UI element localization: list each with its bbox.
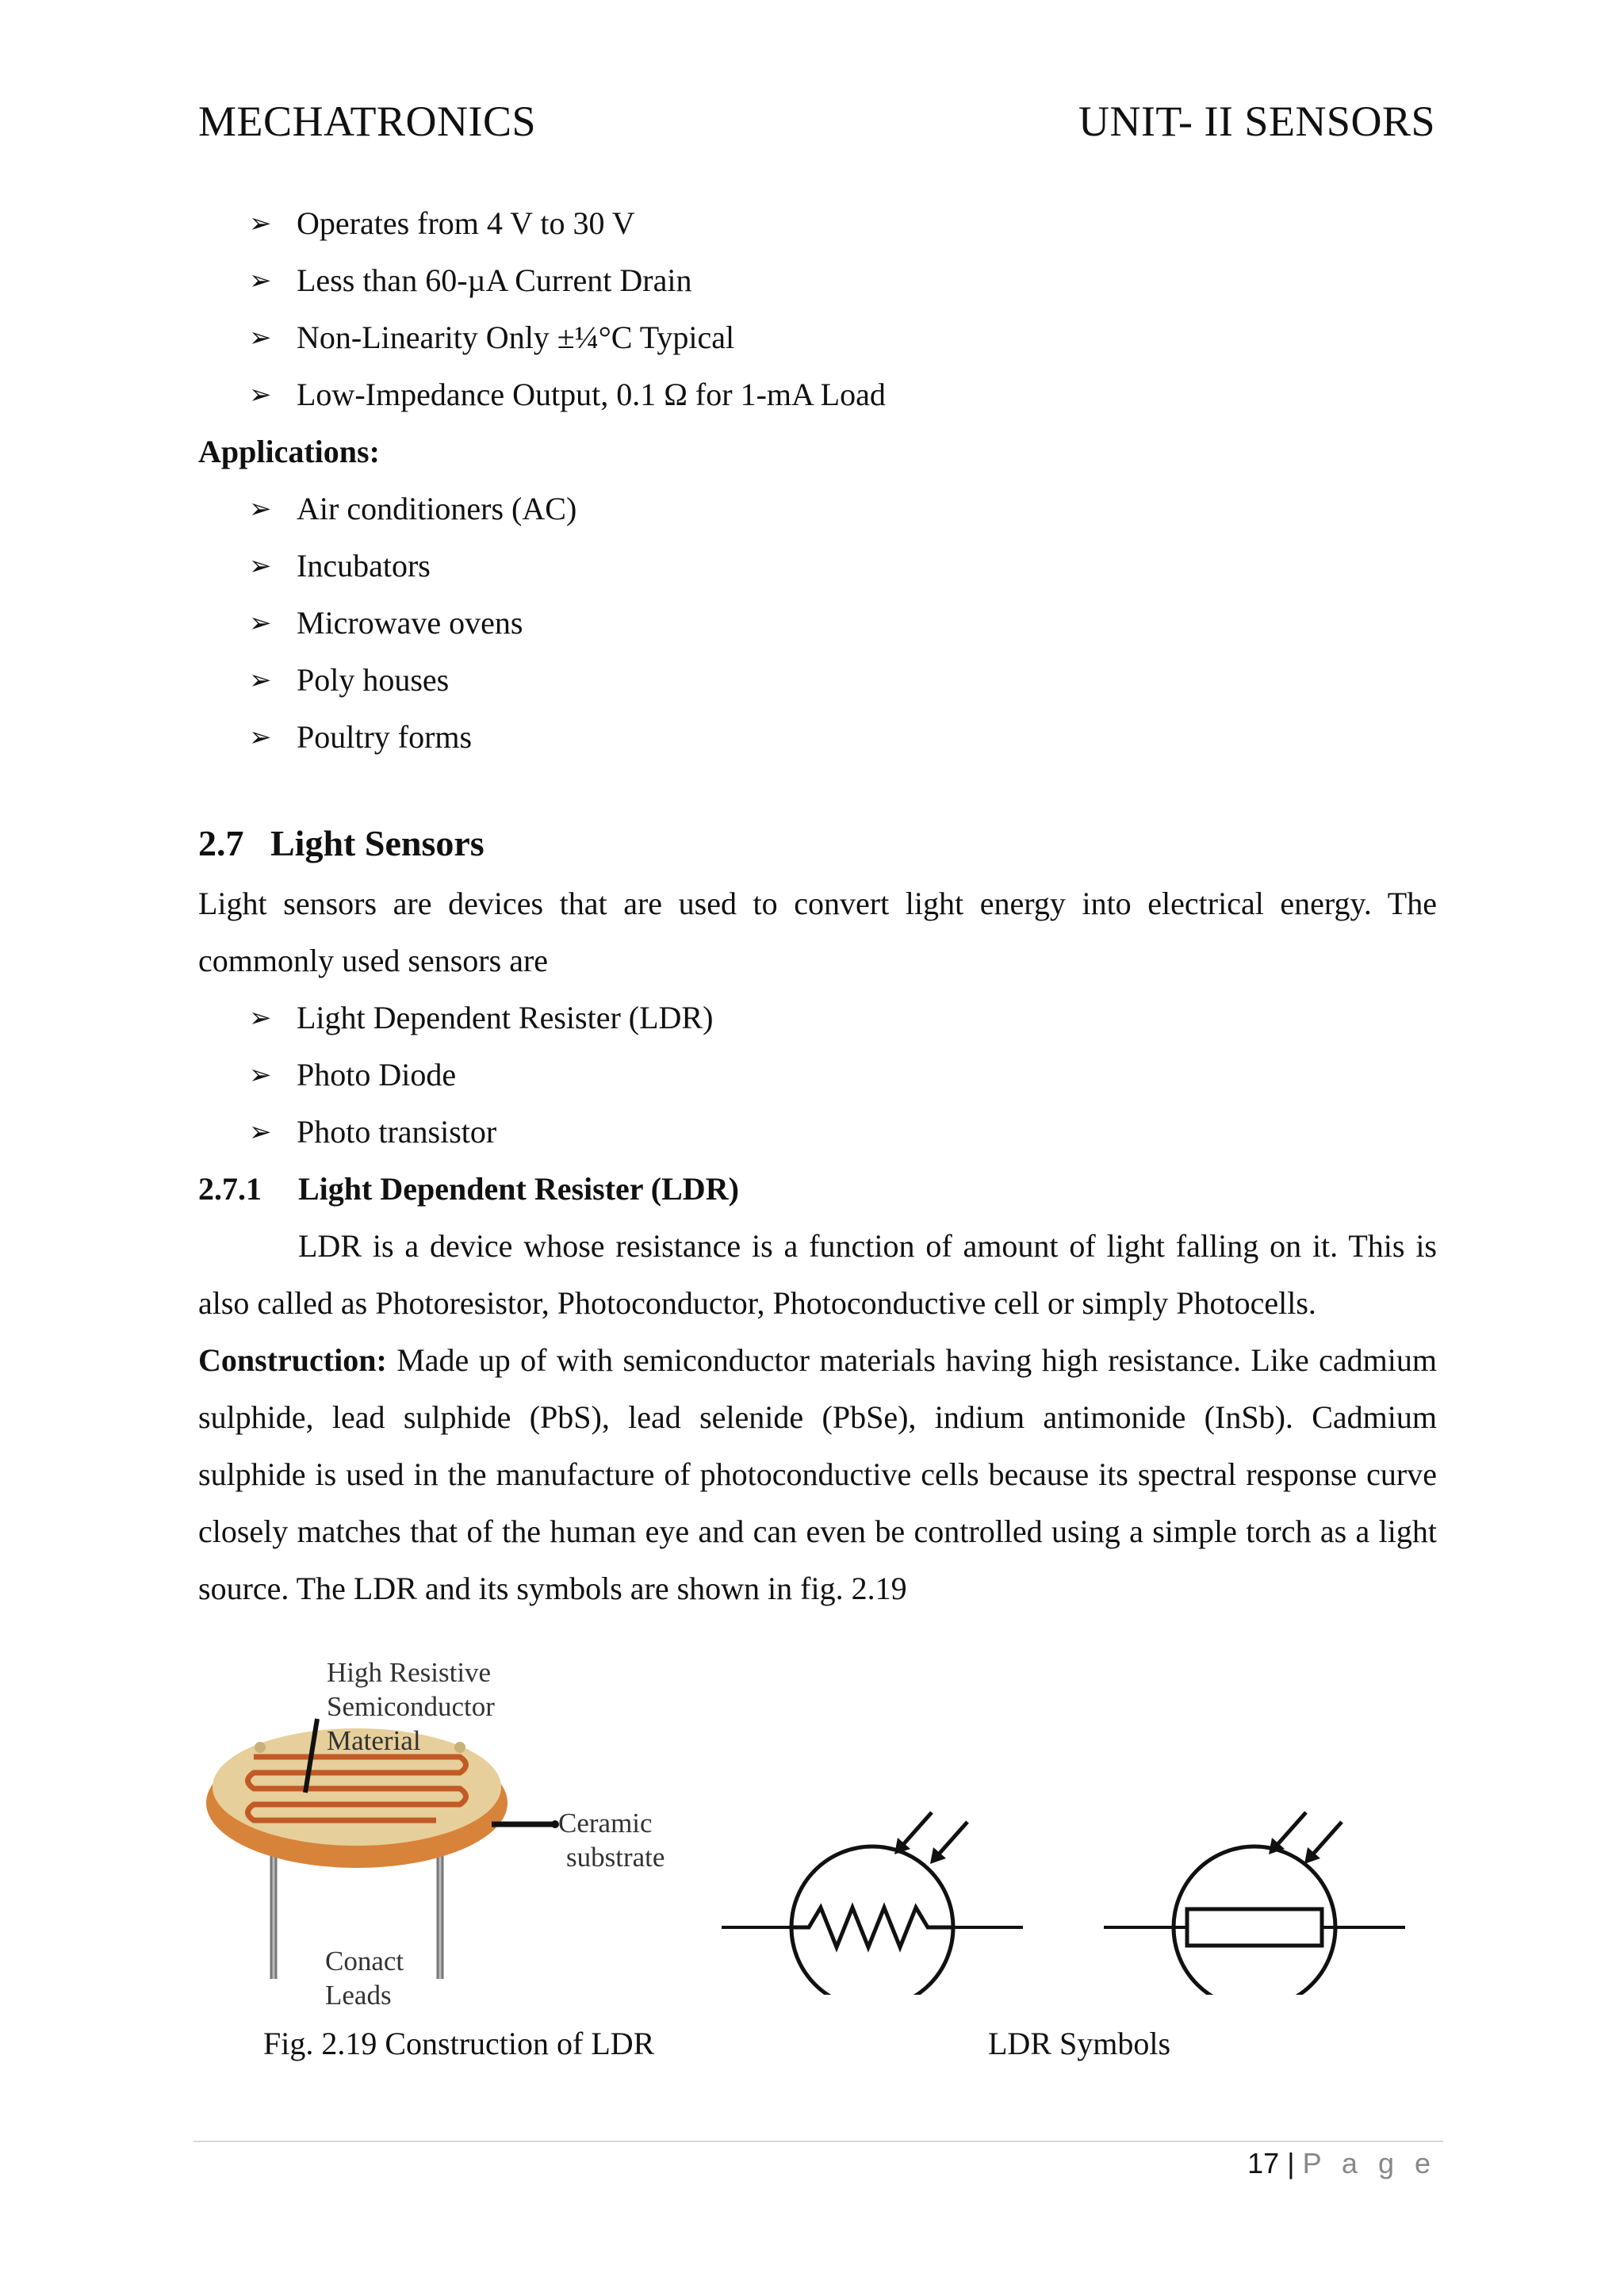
list-item: ➢ Poultry forms — [249, 709, 1437, 766]
page-separator: | — [1287, 2147, 1295, 2179]
ldr-definition: LDR is a device whose resistance is a function of amount of light falling on it. This is also called as Photoresistor, Photoconductor, Photoconductive cell or simply Photocells. — [198, 1228, 1437, 1321]
list-item: ➢ Light Dependent Resister (LDR) — [249, 989, 1437, 1047]
ldr-figure — [198, 1646, 1437, 2090]
page-word: P a g e — [1302, 2147, 1437, 2179]
construction-paragraph — [198, 1332, 1437, 1617]
construction-text: Made up of with semiconductor materials having high resistance. Like cadmium sulphide, lead sulphide (PbS), lead selenide (PbSe), indium antimonide (InSb). Cadmium sulphide is used in the manufacture of photoconductive cells because its spectral response curve closely matches that of the human eye and can even be controlled using a simple torch as a light source. The LDR and its symbols are shown in fig. 2.19 — [198, 1342, 1437, 1606]
footer-divider — [193, 2141, 1443, 2142]
material-label — [327, 1655, 495, 1758]
list-item: ➢ Photo transistor — [249, 1104, 1437, 1161]
list-item: ➢ Air conditioners (AC) — [249, 480, 1437, 538]
list-item: ➢ Less than 60-µA Current Drain — [249, 252, 1437, 309]
page-number: 17 — [1247, 2147, 1280, 2179]
section-intro: Light sensors are devices that are used to convert light energy into electrical energy. The commonly used sensors are — [198, 886, 1437, 978]
applications-list — [198, 480, 1437, 766]
label-line: Conact — [325, 1946, 404, 1976]
page-footer — [1247, 2147, 1437, 2180]
substrate-pointer — [492, 1819, 563, 1835]
subsection-title: Light Dependent Resister (LDR) — [298, 1171, 739, 1207]
construction-label: Construction: — [198, 1342, 387, 1378]
label-line: Semiconductor — [327, 1691, 495, 1722]
label-line: Material — [327, 1725, 421, 1756]
label-line: substrate — [566, 1842, 665, 1873]
list-item: ➢ Low-Impedance Output, 0.1 Ω for 1-mA Load — [249, 366, 1437, 423]
caption-construction: Fig. 2.19 Construction of LDR — [263, 2026, 655, 2061]
label-line: Ceramic — [558, 1808, 653, 1839]
section-number: 2.7 — [198, 823, 244, 863]
page-content — [198, 195, 1437, 1617]
subsection-heading — [198, 1161, 1437, 1218]
feature-list — [198, 195, 1437, 423]
substrate-label — [558, 1806, 665, 1874]
subsection-number: 2.7.1 — [198, 1171, 262, 1207]
section-title: Light Sensors — [270, 823, 485, 863]
header-left: MECHATRONICS — [198, 98, 537, 145]
list-item: ➢ Non-Linearity Only ±¼°C Typical — [249, 309, 1437, 366]
ldr-symbol-zigzag — [722, 1804, 1023, 1995]
page-header — [198, 97, 1435, 146]
list-item: ➢ Photo Diode — [249, 1047, 1437, 1104]
sensor-list — [198, 989, 1437, 1161]
list-item: ➢ Microwave ovens — [249, 595, 1437, 652]
section-heading — [198, 812, 1437, 875]
label-line: Leads — [325, 1980, 392, 2011]
caption-symbols: LDR Symbols — [988, 2026, 1171, 2061]
applications-heading: Applications: — [198, 434, 380, 469]
leads-label — [325, 1944, 404, 2012]
header-right: UNIT- II SENSORS — [1078, 98, 1435, 145]
list-item: ➢ Poly houses — [249, 652, 1437, 709]
list-item: ➢ Incubators — [249, 538, 1437, 595]
ldr-symbol-rectangle — [1104, 1804, 1405, 1995]
label-line: High Resistive — [327, 1657, 492, 1688]
list-item: ➢ Operates from 4 V to 30 V — [249, 195, 1437, 252]
